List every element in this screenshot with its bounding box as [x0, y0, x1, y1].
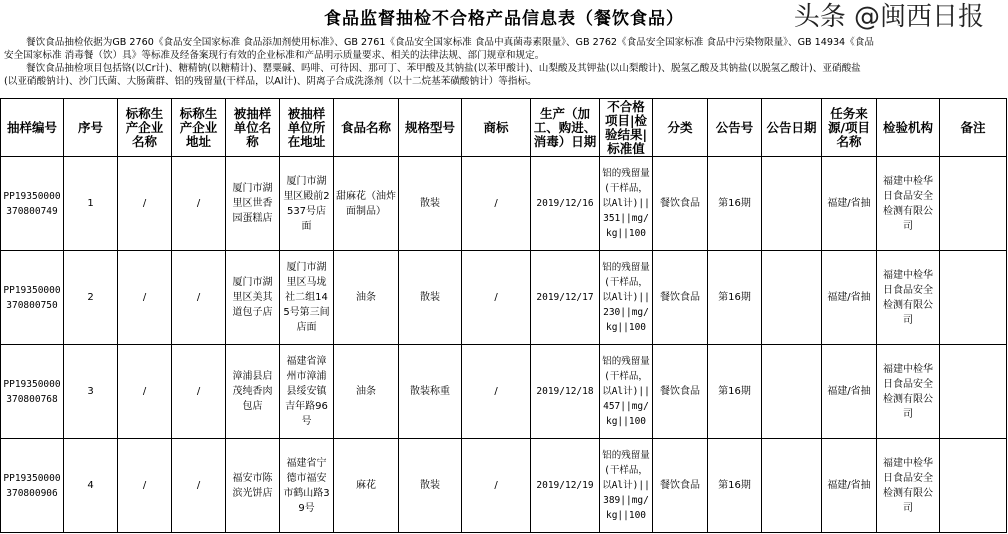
table-cell [762, 345, 822, 439]
table-cell: 油条 [334, 251, 399, 345]
table-cell: 散装 [399, 439, 462, 533]
column-header: 被抽样单位名称 [226, 99, 280, 157]
unqualified-products-table [0, 98, 1007, 533]
table-cell: / [462, 157, 531, 251]
column-header: 商标 [462, 99, 531, 157]
table-cell: 铝的残留量(干样品，以Al计)||230||mg/kg||100 [600, 251, 653, 345]
table-header-row [1, 99, 1007, 157]
table-cell: 餐饮食品 [653, 157, 708, 251]
page-title: 食品监督抽检不合格产品信息表（餐饮食品） [324, 9, 684, 29]
table-cell: 第16期 [708, 439, 762, 533]
table-cell [762, 157, 822, 251]
intro-text [4, 36, 1006, 88]
column-header: 规格型号 [399, 99, 462, 157]
table-cell: 第16期 [708, 251, 762, 345]
table-cell [940, 157, 1007, 251]
table-cell: 福安市陈滨光饼店 [226, 439, 280, 533]
column-header: 标称生产企业地址 [172, 99, 226, 157]
table-cell: 福建/省抽 [822, 345, 877, 439]
table-cell: / [172, 345, 226, 439]
column-header: 分类 [653, 99, 708, 157]
table-cell: / [172, 251, 226, 345]
table-cell: 2019/12/18 [531, 345, 600, 439]
table-cell: 散装 [399, 157, 462, 251]
table-cell: 福建省宁德市福安市鹤山路39号 [280, 439, 334, 533]
table-cell: / [172, 439, 226, 533]
table-cell: 铝的残留量(干样品，以Al计)||389||mg/kg||100 [600, 439, 653, 533]
table-cell: / [172, 157, 226, 251]
column-header: 检验机构 [877, 99, 940, 157]
table-cell: 福建中检华日食品安全检测有限公司 [877, 251, 940, 345]
intro-line: 餐饮食品抽检项目包括铬(以Cr计)、糖精钠(以糖精计)、罂粟碱、吗啡、可待因、那可丁、苯甲酸及其钠盐(以苯甲酸计)、山梨酸及其钾盐(以山梨酸计)、脱氢乙酸及其钠盐(以脱氢乙酸计)、亚硝酸盐 [26, 63, 861, 74]
column-header: 标称生产企业名称 [118, 99, 172, 157]
table-cell: 厦门市湖里区殿前2537号店面 [280, 157, 334, 251]
table-cell: PP19350000370800750 [1, 251, 64, 345]
table-cell: 甜麻花（油炸面制品） [334, 157, 399, 251]
table-cell: 油条 [334, 345, 399, 439]
watermark: 头条 @闽西日报 [793, 2, 984, 32]
table-cell: / [118, 251, 172, 345]
table-cell [940, 251, 1007, 345]
table-cell: 福建中检华日食品安全检测有限公司 [877, 345, 940, 439]
table-cell [762, 439, 822, 533]
column-header: 备注 [940, 99, 1007, 157]
table-cell: 2019/12/19 [531, 439, 600, 533]
table-cell: 餐饮食品 [653, 345, 708, 439]
table-cell: 餐饮食品 [653, 251, 708, 345]
table-cell: 福建中检华日食品安全检测有限公司 [877, 157, 940, 251]
table-row [1, 439, 1007, 533]
table-cell: / [462, 251, 531, 345]
table-row [1, 345, 1007, 439]
intro-line: 安全国家标准 消毒餐（饮）具》等标准及经备案现行有效的企业标准和产品明示质量要求、相关的法律法规、部门规章和规定。 [4, 50, 545, 61]
table-cell: 厦门市湖里区世香园蛋糕店 [226, 157, 280, 251]
table-cell: 4 [64, 439, 118, 533]
table-cell [940, 345, 1007, 439]
table-cell: 3 [64, 345, 118, 439]
table-cell: PP19350000370800749 [1, 157, 64, 251]
table-cell: / [118, 439, 172, 533]
table-cell: 2019/12/17 [531, 251, 600, 345]
table-cell: 散装 [399, 251, 462, 345]
column-header: 生产（加工、购进、消毒）日期 [531, 99, 600, 157]
table-cell: 福建/省抽 [822, 251, 877, 345]
table-cell [762, 251, 822, 345]
table-cell: 铝的残留量(干样品，以Al计)||457||mg/kg||100 [600, 345, 653, 439]
table-cell: / [118, 345, 172, 439]
table-cell: 福建中检华日食品安全检测有限公司 [877, 439, 940, 533]
table-cell: / [462, 345, 531, 439]
table-cell: PP19350000370800768 [1, 345, 64, 439]
table-cell: 福建省漳州市漳浦县绥安镇吉年路96号 [280, 345, 334, 439]
table-cell: 2019/12/16 [531, 157, 600, 251]
table-cell: 厦门市湖里区美其道包子店 [226, 251, 280, 345]
table-cell: 散装称重 [399, 345, 462, 439]
table-row [1, 251, 1007, 345]
table-cell: / [118, 157, 172, 251]
column-header: 序号 [64, 99, 118, 157]
column-header: 被抽样单位所在地址 [280, 99, 334, 157]
table-cell: 厦门市湖里区马垅社二组145号第三间店面 [280, 251, 334, 345]
column-header: 公告日期 [762, 99, 822, 157]
table-cell: 第16期 [708, 157, 762, 251]
column-header: 任务来源/项目名称 [822, 99, 877, 157]
table-cell [940, 439, 1007, 533]
table-cell: 1 [64, 157, 118, 251]
intro-line: (以亚硝酸钠计)、沙门氏菌、大肠菌群、铝的残留量(干样品，以Al计)、阴离子合成洗涤剂（以十二烷基苯磺酸钠计）等指标。 [4, 76, 537, 87]
table-cell: 漳浦县启茂纯香肉包店 [226, 345, 280, 439]
table-cell: 福建/省抽 [822, 157, 877, 251]
intro-line: 餐饮食品抽检依据为GB 2760《食品安全国家标准 食品添加剂使用标准》、GB 2761《食品安全国家标准 食品中真菌毒素限量》、GB 2762《食品安全国家标准 食品中污染物限量》、GB 14934《食品 [26, 37, 874, 48]
table-cell: 餐饮食品 [653, 439, 708, 533]
table-cell: 麻花 [334, 439, 399, 533]
column-header: 公告号 [708, 99, 762, 157]
table-row [1, 157, 1007, 251]
table-cell: PP19350000370800906 [1, 439, 64, 533]
table-cell: 2 [64, 251, 118, 345]
column-header: 抽样编号 [1, 99, 64, 157]
table-cell: / [462, 439, 531, 533]
column-header: 不合格项目|检验结果|标准值 [600, 99, 653, 157]
table-cell: 福建/省抽 [822, 439, 877, 533]
column-header: 食品名称 [334, 99, 399, 157]
table-cell: 铝的残留量(干样品，以Al计)||351||mg/kg||100 [600, 157, 653, 251]
table-cell: 第16期 [708, 345, 762, 439]
